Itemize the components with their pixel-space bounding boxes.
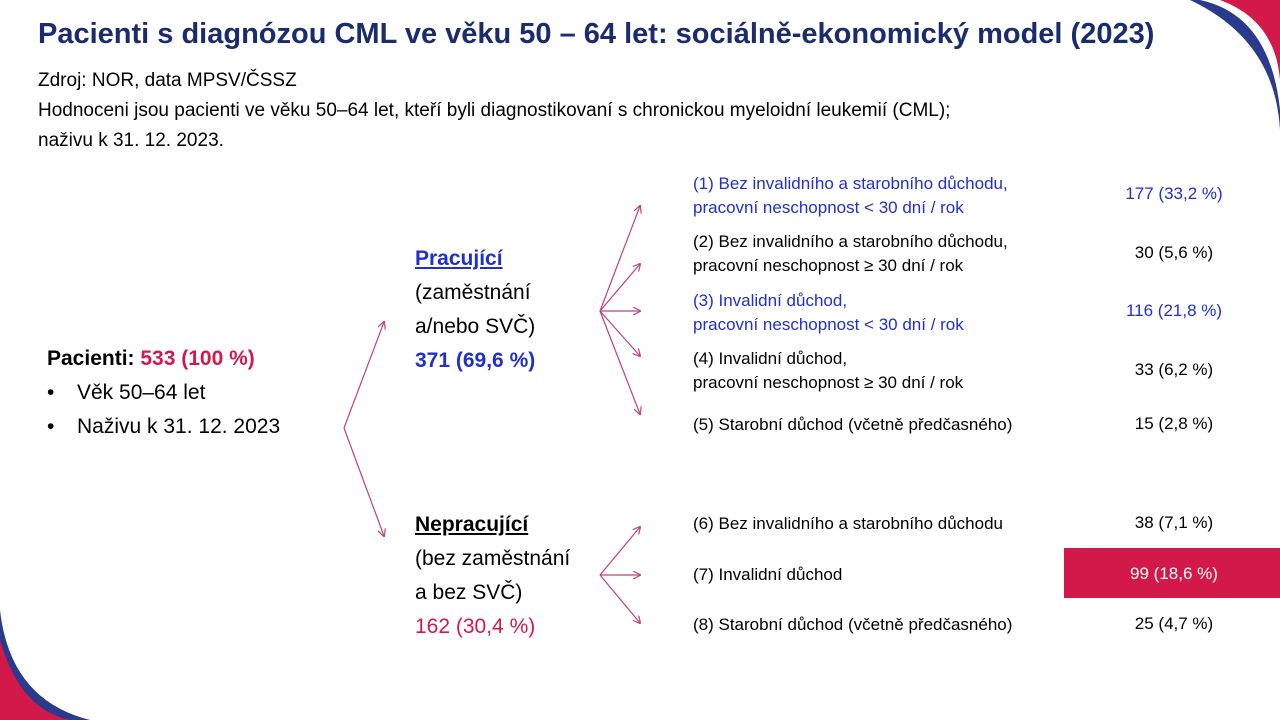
arrow-nonworking-6 [600,527,640,575]
working-item-3: (3) Invalidní důchod, pracovní neschopnost < 30 dní / rok [693,291,964,334]
working-item-5: (5) Starobní důchod (včetně předčasného) [693,415,1013,434]
nonworking-line-2: a bez SVČ) [415,581,523,604]
nonworking-line-1: (bez zaměstnání [415,547,571,570]
arrow-nonworking-8 [600,575,640,623]
working-item-2: (2) Bez invalidního a starobního důchodu, pracovní neschopnost ≥ 30 dní / rok [693,232,1008,275]
arrow-working-2 [600,264,640,311]
patients-node [47,342,280,444]
nonworking-item-6: (6) Bez invalidního a starobního důchodu [693,514,1003,533]
nonworking-item-8: (8) Starobní důchod (včetně předčasného) [693,615,1013,634]
nonworking-item-6-value: 38 (7,1 %) [1134,513,1214,532]
working-line-2: a/nebo SVČ) [415,315,536,338]
arrow-working-5 [600,311,640,414]
working-title: Pracující [415,247,503,270]
working-item-1: (1) Bez invalidního a starobního důchodu, pracovní neschopnost < 30 dní / rok [693,174,1008,217]
nonworking-count: 162 (30,4 %) [415,615,536,638]
patients-bullet-age: • Věk 50–64 let [47,381,206,404]
working-item-4-value: 33 (6,2 %) [1134,360,1214,379]
working-item-2-value: 30 (5,6 %) [1134,243,1214,262]
patients-count: 533 (100 %) [140,347,255,370]
arrow-root-to-working [344,322,384,428]
arrow-root-to-nonworking [344,428,384,536]
working-item-3-value: 116 (21,8 %) [1125,301,1223,320]
description-line-1: Hodnoceni jsou pacienti ve věku 50–64 let, kteří byli diagnostikovaní s chronickou myeloidní leukemií (CML); [38,100,951,121]
source-text: Zdroj: NOR, data MPSV/ČSSZ [38,70,297,91]
arrow-working-1 [600,206,640,311]
working-group [415,242,535,378]
nonworking-title: Nepracující [415,513,529,536]
nonworking-item-8-value: 25 (4,7 %) [1134,614,1214,633]
description-line-2: naživu k 31. 12. 2023. [38,130,224,151]
patients-label: Pacienti: [47,347,135,370]
arrow-working-4 [600,311,640,356]
working-item-4: (4) Invalidní důchod, pracovní neschopnost ≥ 30 dní / rok [693,349,964,392]
patients-bullet-alive: • Naživu k 31. 12. 2023 [47,415,281,438]
working-item-1-value: 177 (33,2 %) [1125,184,1223,203]
working-line-1: (zaměstnání [415,281,531,304]
page-title: Pacienti s diagnózou CML ve věku 50 – 64 let: sociálně-ekonomický model (2023) [38,18,1155,50]
nonworking-item-7: (7) Invalidní důchod [693,565,843,584]
working-item-5-value: 15 (2,8 %) [1134,414,1214,433]
nonworking-item-7-value: 99 (18,6 %) [1130,564,1218,583]
working-count: 371 (69,6 %) [415,349,536,372]
nonworking-group [415,508,570,644]
